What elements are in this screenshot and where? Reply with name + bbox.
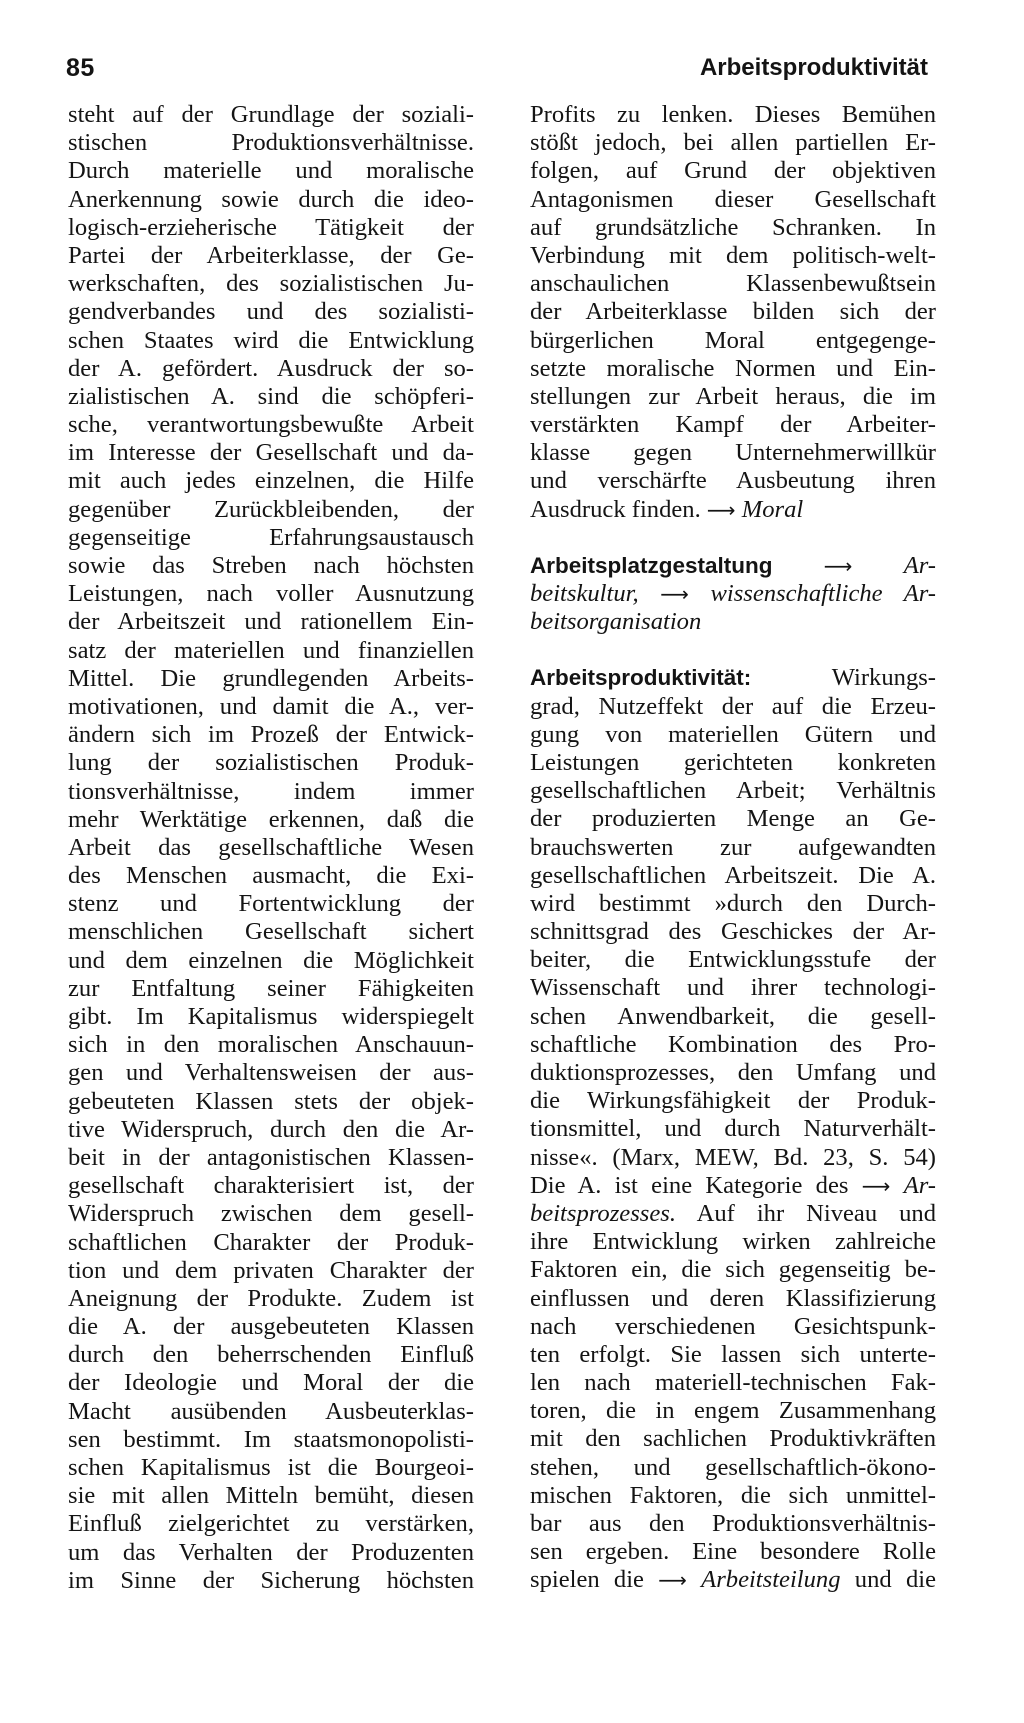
text-fragment: spielen die (530, 1566, 644, 1594)
cross-reference-link[interactable]: beitskultur, (530, 580, 639, 607)
text-line: sen bestimmt. Im staatsmonopolisti- (68, 1425, 474, 1453)
text-line: des Menschen ausmacht, die Exi- (68, 862, 474, 890)
text-line: der Arbeiterklasse bilden sich der (530, 298, 936, 326)
left-column (68, 101, 474, 1595)
text-line: Durch materielle und moralische (68, 157, 474, 185)
running-head: Arbeitsproduktivität (699, 54, 928, 81)
text-line: Faktoren ein, die sich gegenseitig be- (530, 1256, 936, 1284)
text-line: Arbeit das gesellschaftliche Wesen (68, 833, 474, 861)
text-line: schen Staates wird die Entwicklung (68, 326, 474, 354)
text-line: gen und Verhaltensweisen der aus- (68, 1059, 474, 1087)
text-line: sche, verantwortungsbewußte Arbeit (68, 411, 474, 439)
text-line: Aneignung der Produkte. Zudem ist (68, 1284, 474, 1312)
text-line: schnittsgrad des Geschickes der Ar- (530, 918, 936, 946)
text-line: der A. gefördert. Ausdruck der so- (68, 354, 474, 382)
text-line: toren, die in engem Zusammenhang (530, 1397, 936, 1425)
text-line: bar aus den Produktionsverhältnis- (530, 1510, 936, 1537)
text-line: im Sinne der Sicherung höchsten (68, 1566, 474, 1594)
text-line: tionsmittel, und durch Naturverhält- (530, 1115, 936, 1143)
text-line: schaftliche Kombination des Pro- (530, 1030, 936, 1058)
text-line: gung von materiellen Gütern und (530, 720, 936, 748)
text-line: durch den beherrschenden Einfluß (68, 1341, 474, 1369)
text-line (530, 664, 936, 692)
text-line: Profits zu lenken. Dieses Bemühen (530, 101, 936, 128)
text-fragment: Die A. ist eine Kategorie des (530, 1171, 849, 1199)
text-line: Widerspruch zwischen dem gesell- (68, 1200, 474, 1228)
entry-headword: Arbeitsproduktivität: (530, 665, 752, 691)
text-line: gesellschaftlichen Arbeit; Verhältnis (530, 777, 936, 805)
text-line: menschlichen Gesellschaft sichert (68, 918, 474, 946)
text-line: motivationen, und damit die A., ver- (68, 692, 474, 720)
text-line: gibt. Im Kapitalismus widerspiegelt (68, 1003, 474, 1030)
text-line: mit auch jedes einzelnen, die Hilfe (68, 467, 474, 495)
text-line: len nach materiell-technischen Fak- (530, 1369, 936, 1397)
cross-reference-link[interactable]: wissenschaftliche Ar- (710, 580, 936, 607)
text-line: bürgerlichen Moral entgegenge- (530, 326, 936, 354)
cross-reference-link[interactable]: Ar- (903, 551, 936, 579)
text-line: und dem einzelnen die Möglichkeit (68, 946, 474, 974)
text-line: Antagonismen dieser Gesellschaft (530, 185, 936, 213)
right-column (530, 101, 936, 1595)
text-fragment: Auf ihr Niveau und (696, 1199, 936, 1227)
text-line: sen ergeben. Eine besondere Rolle (530, 1538, 936, 1566)
entry-spacer (530, 524, 936, 552)
text-line: der Arbeitszeit und rationellem Ein- (68, 608, 474, 636)
text-line: mehr Werktätige erkennen, daß die (68, 805, 474, 833)
text-line: der Ideologie und Moral der die (68, 1369, 474, 1397)
cross-reference-link[interactable]: beitsprozesses. (530, 1199, 676, 1227)
text-line: stenz und Fortentwicklung der (68, 890, 474, 918)
text-line: wird bestimmt »durch den Durch- (530, 889, 936, 917)
text-line: werkschaften, des sozialistischen Ju- (68, 270, 474, 298)
cross-reference-arrow-icon: ⟶ (861, 1173, 891, 1198)
text-line: die Wirkungsfähigkeit der Produk- (530, 1087, 936, 1115)
text-line: tion und dem privaten Charakter der (68, 1256, 474, 1284)
text-line: steht auf der Grundlage der soziali- (68, 101, 474, 128)
text-line: beit in der antagonistischen Klassen- (68, 1143, 474, 1171)
text-line: schen Anwendbarkeit, die gesell- (530, 1002, 936, 1030)
text-line: nisse«. (Marx, MEW, Bd. 23, S. 54) (530, 1143, 936, 1171)
text-line: Leistungen, nach voller Ausnutzung (68, 580, 474, 608)
cross-reference-link[interactable]: beitsorganisation (530, 608, 702, 636)
text-line: Macht ausübenden Ausbeuterklas- (68, 1397, 474, 1425)
text-line: anschaulichen Klassenbewußtsein (530, 270, 936, 298)
text-line: gendverbandes und des sozialisti- (68, 298, 474, 326)
text-line: stischen Produktionsverhältnisse. (68, 129, 474, 157)
text-line (530, 580, 936, 608)
text-line: tive Widerspruch, durch den die Ar- (68, 1115, 474, 1143)
entry-arbeitsproduktivitaet (530, 664, 936, 1594)
entry-headword: Arbeitsplatzgestaltung (530, 552, 773, 578)
text-line (530, 1566, 936, 1594)
text-line (530, 1200, 936, 1228)
text-line: gesellschaft charakterisiert ist, der (68, 1172, 474, 1200)
text-line: beiter, die Entwicklungsstufe der (530, 946, 936, 974)
text-line: Verbindung mit dem politisch-welt- (530, 241, 936, 269)
text-line: lung der sozialistischen Produk- (68, 749, 474, 777)
text-line: stößt jedoch, bei allen partiellen Er- (530, 129, 936, 157)
text-line: verstärkten Kampf der Arbeiter- (530, 411, 936, 439)
cross-reference-link[interactable]: Moral (741, 495, 804, 523)
text-line: sie mit allen Mitteln bemüht, diesen (68, 1482, 474, 1510)
text-line: satz der materiellen und finanziellen (68, 636, 474, 664)
text-line: stellungen zur Arbeit heraus, die im (530, 382, 936, 410)
entry-arbeitsplatzgestaltung (530, 552, 936, 637)
text-line: zur Entfaltung seiner Fähigkeiten (68, 974, 474, 1002)
cross-reference-arrow-icon: ⟶ (658, 1568, 687, 1593)
text-line: nach verschiedenen Gesichtspunk- (530, 1312, 936, 1340)
text-line: sowie das Streben nach höchsten (68, 552, 474, 579)
text-line: mit den sachlichen Produktivkräften (530, 1425, 936, 1453)
text-line: die A. der ausgebeuteten Klassen (68, 1313, 474, 1341)
text-line: folgen, auf Grund der objektiven (530, 157, 936, 185)
text-line: schaftlichen Charakter der Produk- (68, 1228, 474, 1256)
text-line: gegenüber Zurückbleibenden, der (68, 495, 474, 523)
cross-reference-arrow-icon: ⟶ (660, 582, 689, 606)
text-line: und verschärfte Ausbeutung ihren (530, 467, 936, 495)
text-line: stehen, und gesellschaftlich-ökono- (530, 1453, 936, 1481)
cross-reference-link[interactable]: Arbeitsteilung (701, 1566, 841, 1594)
text-line: duktionsprozesses, den Umfang und (530, 1059, 936, 1086)
text-line: gesellschaftlichen Arbeitszeit. Die A. (530, 861, 936, 889)
page-number: 85 (66, 54, 95, 82)
entry-spacer (530, 636, 936, 664)
text-line: einflussen und deren Klassifizierung (530, 1284, 936, 1312)
text-fragment: und die (854, 1566, 936, 1594)
text-line: der produzierten Menge an Ge- (530, 805, 936, 833)
text-line: klasse gegen Unternehmerwillkür (530, 439, 936, 467)
text-line: Partei der Arbeiterklasse, der Ge- (68, 241, 474, 269)
text-line: auf grundsätzliche Schranken. In (530, 213, 936, 241)
text-line (530, 1172, 936, 1200)
text-line: Einfluß zielgerichtet zu verstärken, (68, 1510, 474, 1538)
text-line: im Interesse der Gesellschaft und da- (68, 439, 474, 467)
text-line: logisch-erzieherische Tätigkeit der (68, 213, 474, 241)
cross-reference-arrow-icon: ⟶ (823, 553, 853, 578)
text-fragment: Ausdruck finden. (530, 495, 701, 523)
text-line: Wissenschaft und ihrer technologi- (530, 974, 936, 1002)
text-line: sich in den moralischen Anschauun- (68, 1031, 474, 1059)
text-line: schen Kapitalismus ist die Bourgeoi- (68, 1454, 474, 1481)
cross-reference-arrow-icon: ⟶ (706, 497, 736, 522)
text-line: zialistischen A. sind die schöpferi- (68, 382, 474, 410)
text-line: ihre Entwicklung wirken zahlreiche (530, 1228, 936, 1256)
text-line: tionsverhältnisse, indem immer (68, 777, 474, 805)
text-line (530, 496, 936, 524)
text-line: grad, Nutzeffekt der auf die Erzeu- (530, 692, 936, 720)
text-line: um das Verhalten der Produzenten (68, 1538, 474, 1566)
text-line: gebeuteten Klassen stets der objek- (68, 1087, 474, 1115)
text-line: ändern sich im Prozeß der Entwick- (68, 721, 474, 749)
text-line: ten erfolgt. Sie lassen sich unterte- (530, 1340, 936, 1368)
text-line: brauchswerten zur aufgewandten (530, 833, 936, 861)
text-line: Mittel. Die grundlegenden Arbeits- (68, 664, 474, 692)
text-line (530, 552, 936, 580)
text-line: setzte moralische Normen und Ein- (530, 354, 936, 382)
text-line: gegenseitige Erfahrungsaustausch (68, 523, 474, 551)
cross-reference-link[interactable]: Ar- (903, 1171, 936, 1199)
text-line (530, 608, 936, 636)
text-line: mischen Faktoren, die sich unmittel- (530, 1481, 936, 1509)
text-fragment: Wirkungs- (831, 664, 936, 692)
text-line: Anerkennung sowie durch die ideo- (68, 185, 474, 213)
text-line: Leistungen gerichteten konkreten (530, 748, 936, 776)
